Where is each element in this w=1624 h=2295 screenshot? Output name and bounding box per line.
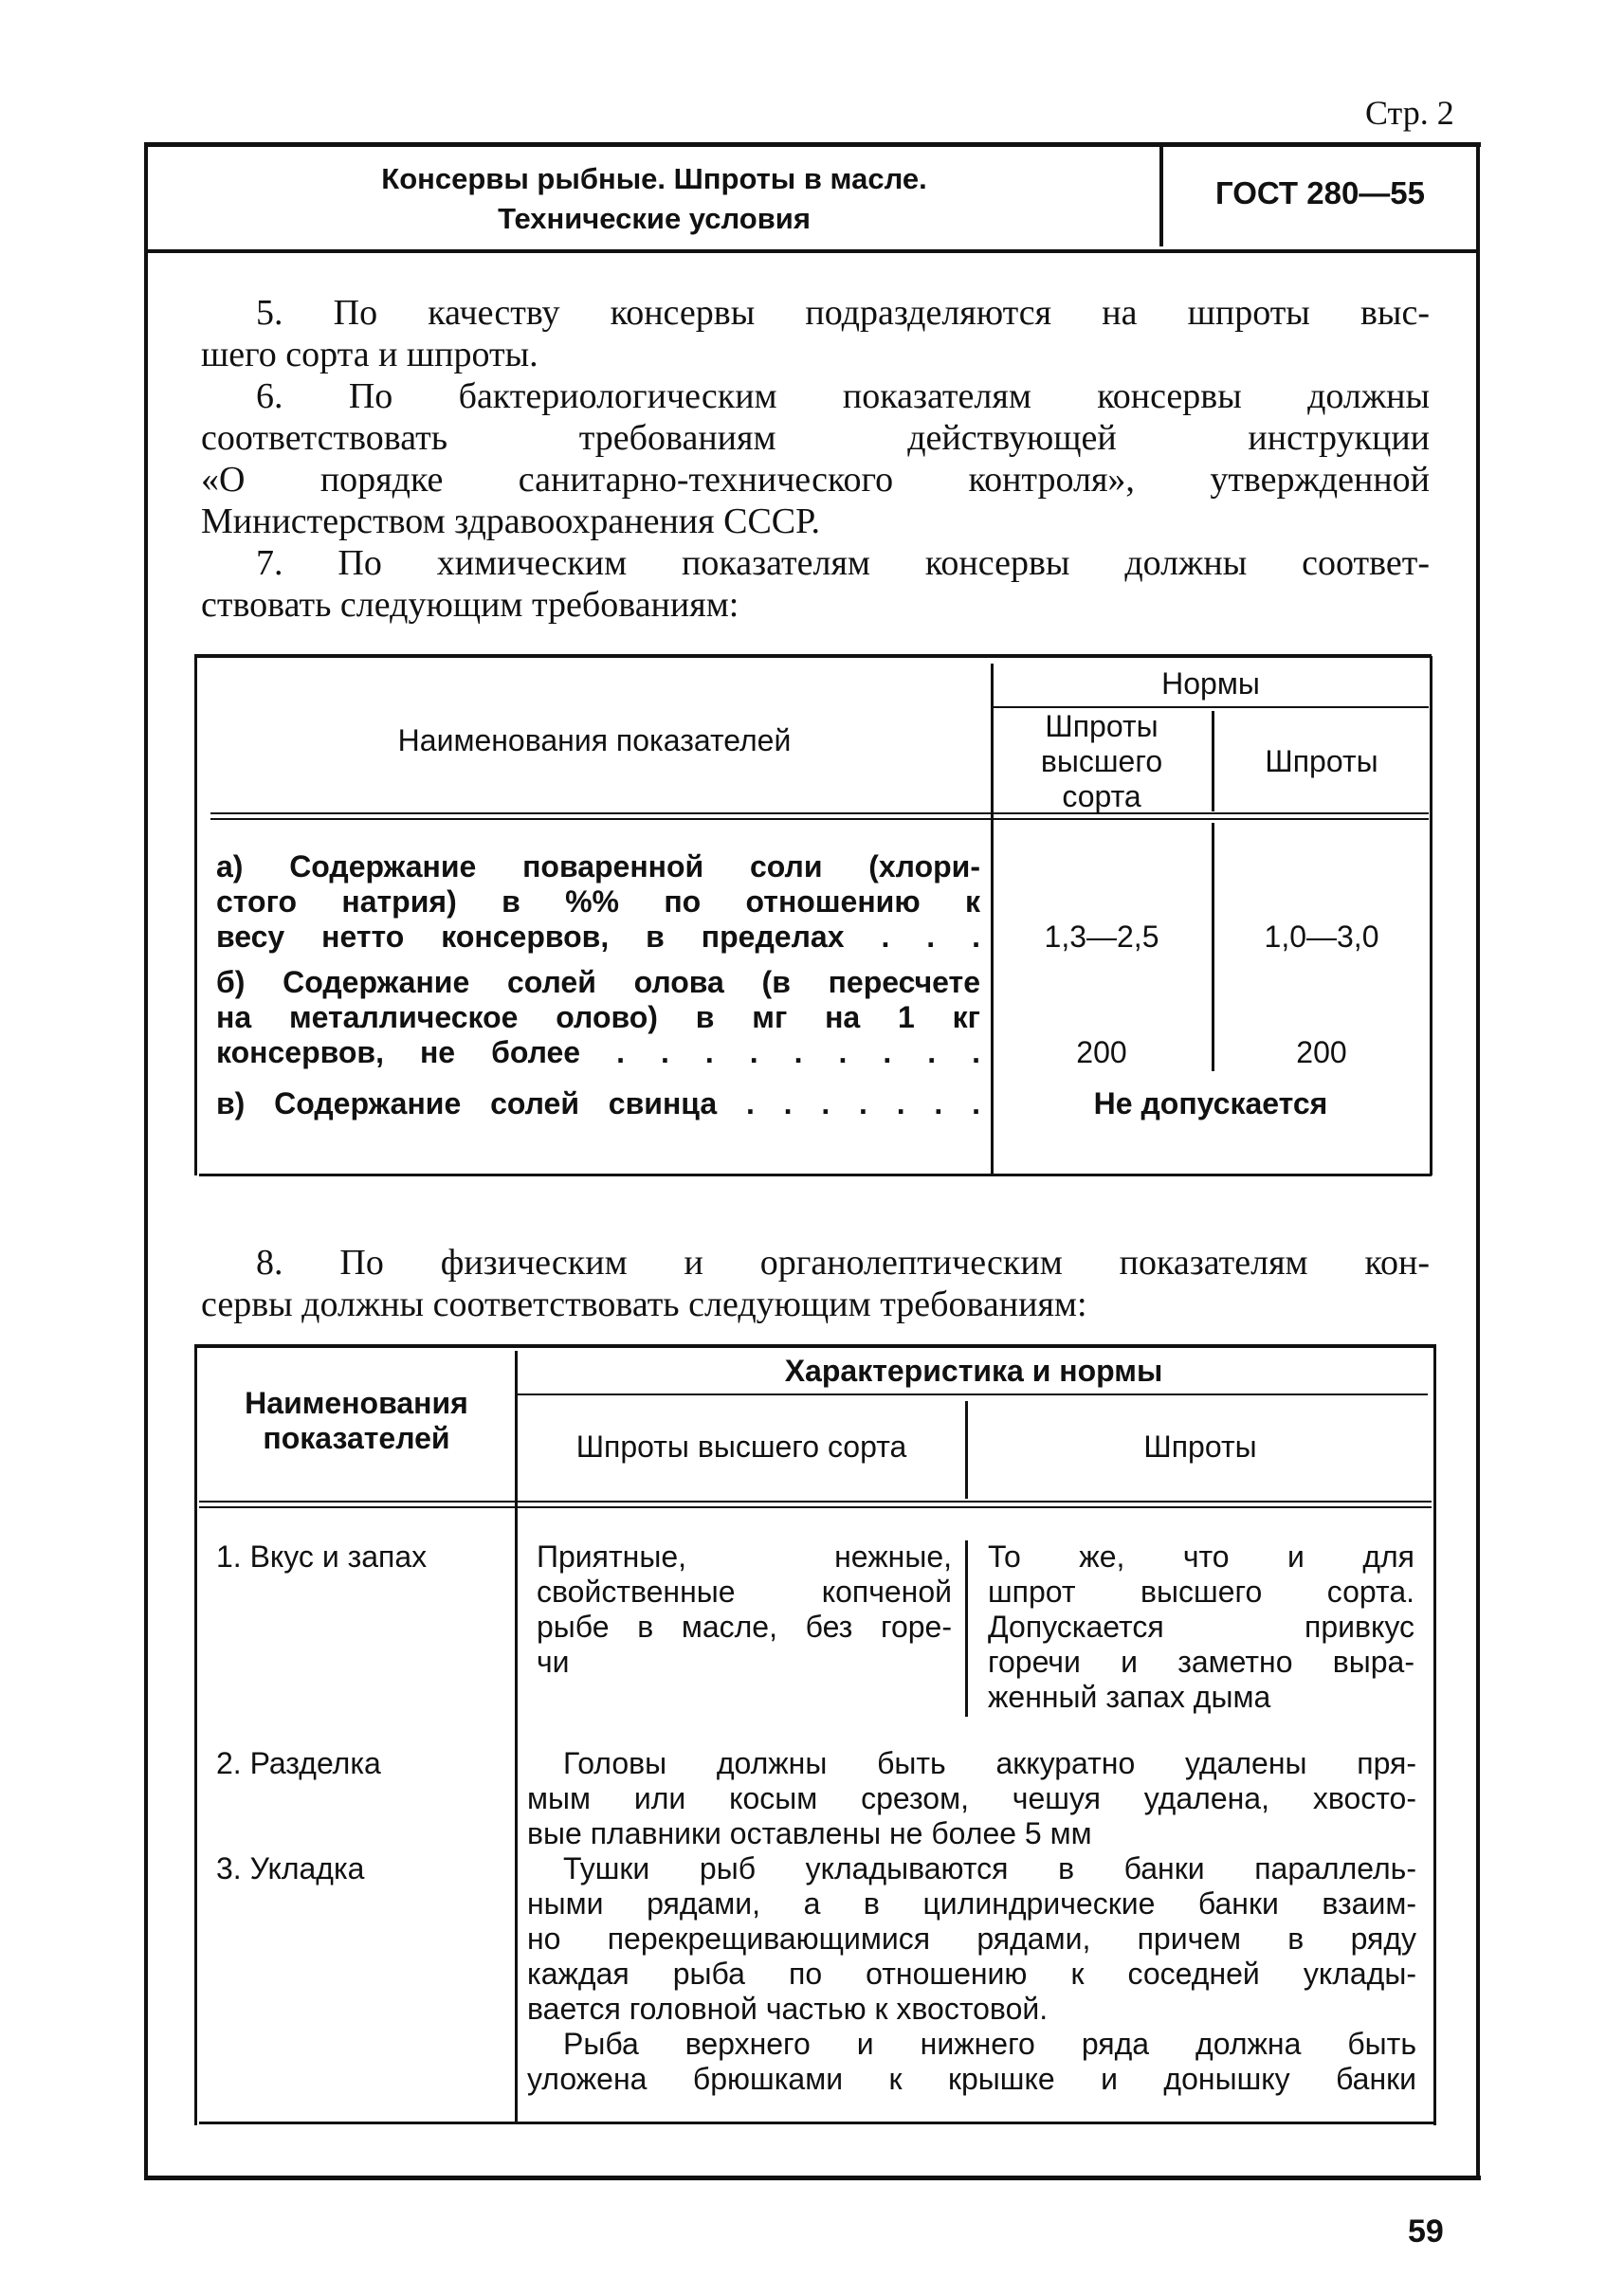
page-number: 59 <box>1408 2213 1444 2249</box>
paragraph-7-line-2: ствовать следующим требованиям: <box>201 585 739 625</box>
table1-left-border <box>194 656 197 1175</box>
frame-top-border <box>144 142 1481 147</box>
table2-regular-header: Шпроты <box>1143 1430 1257 1464</box>
table2-head-rule-2 <box>199 1506 1432 1508</box>
table2-row-taste-regular: То же, что и для шпрот высшего сорта. Допускается привкус горечи и заметно выра- женный запах дыма <box>988 1539 1414 1714</box>
table2-row-taste-premium: Приятные, нежные, свойственные копченой рыбе в масле, без горе- чи <box>537 1539 952 1679</box>
table1-row-tin: б) Содержание солей олова (в пересчете на металлическое олово) в мг на 1 кг консервов, не более . . . . . . . . . <box>216 965 980 1069</box>
paragraph-6-line-1: 6. По бактериологическим показателям консервы должны <box>256 376 1430 416</box>
header-divider <box>148 249 1479 253</box>
paragraph-6-line-2: соответствовать требованиям действующей инструкции <box>201 418 1430 458</box>
paragraph-8-line-1: 8. По физическим и органолептическим показателям кон- <box>256 1243 1430 1283</box>
document-title <box>152 159 1157 239</box>
table2-right-border <box>1433 1346 1436 2125</box>
table2-group-header: Характеристика и нормы <box>784 1354 1163 1388</box>
table2-row1-separator <box>965 1540 968 1717</box>
table1-row-lead: в) Содержание солей свинца . . . . . . . <box>216 1086 980 1120</box>
table2-left-border <box>194 1346 197 2125</box>
table1-norms-separator-body <box>1212 823 1214 1071</box>
table1-lead-merged: Не допускается <box>1093 1086 1328 1120</box>
table2-col-separator <box>515 1351 518 2123</box>
table1-norms-rule <box>993 706 1429 708</box>
table1-name-header: Наименования показателей <box>397 723 792 757</box>
table1-top-rule <box>194 654 1432 658</box>
table2-row-cutting-value: Головы должны быть аккуратно удалены пря- мым или косым срезом, чешуя удалена, хвосто- вые плавники оставлены не более 5 мм <box>527 1746 1416 1850</box>
paragraph-7-line-1: 7. По химическим показателям консервы должны соответ- <box>256 543 1430 583</box>
table1-tin-premium: 200 <box>1076 1035 1127 1069</box>
paragraph-5-line-1: 5. По качеству консервы подразделяются на шпроты выс- <box>256 293 1430 333</box>
table1-head-rule-2 <box>210 818 1429 820</box>
title-line-1: Консервы рыбные. Шпроты в масле. <box>381 162 927 195</box>
paragraph-6-line-3: «О порядке санитарно-технического контроля», утвержденной <box>201 460 1430 500</box>
paragraph-8-line-2: сервы должны соответствовать следующим требованиям: <box>201 1284 1087 1324</box>
table1-norms-header: Нормы <box>1161 666 1260 701</box>
frame-right-border <box>1476 142 1480 2180</box>
table2-head-separator <box>965 1401 968 1499</box>
table1-norms-separator-head <box>1212 711 1214 811</box>
table1-salt-regular: 1,0—3,0 <box>1264 920 1379 954</box>
table1-tin-regular: 200 <box>1296 1035 1347 1069</box>
title-line-2: Технические условия <box>498 202 811 235</box>
table1-salt-premium: 1,3—2,5 <box>1044 920 1159 954</box>
table2-bottom-rule <box>199 2122 1435 2124</box>
frame-bottom-border <box>144 2176 1481 2180</box>
standard-code: ГОСТ 280—55 <box>1214 175 1426 210</box>
table2-top-rule <box>194 1344 1436 1348</box>
table2-group-rule <box>518 1393 1428 1395</box>
table1-right-border <box>1430 656 1432 1175</box>
table2-premium-header: Шпроты высшего сорта <box>575 1430 907 1464</box>
table1-head-rule-1 <box>210 812 1429 814</box>
table2-row-taste-name: 1. Вкус и запах <box>216 1539 428 1574</box>
table1-row-salt: а) Содержание поваренной соли (хлори- стого натрия) в %% по отношению к весу нетто консервов, в пределах . . . <box>216 849 980 954</box>
table2-row-cutting-name: 2. Разделка <box>216 1746 381 1780</box>
table2-row-packing-name: 3. Укладка <box>216 1851 365 1885</box>
table2-row-packing-value: Тушки рыб укладываются в банки параллель- ными рядами, а в цилиндрические банки взаим- но перекрещивающимися рядами, причем в ряду каждая рыба по отношению к соседней уклады- вается головной частью к хвостовой. Рыба верхнего и нижнего ряда должна быть уложена брюшками к крышке и донышку банки <box>527 1851 1416 2096</box>
table1-premium-header: Шпроты высшего сорта <box>1040 709 1163 813</box>
frame-left-border <box>144 142 148 2180</box>
header-separator <box>1159 147 1163 246</box>
table2-head-rule-1 <box>199 1501 1432 1503</box>
table2-name-header: Наименования показателей <box>245 1386 468 1455</box>
table1-regular-header: Шпроты <box>1265 744 1378 778</box>
table1-bottom-rule <box>199 1174 1432 1176</box>
paragraph-6-line-4: Министерством здравоохранения СССР. <box>201 501 821 541</box>
paragraph-5-line-2: шего сорта и шпроты. <box>201 335 538 374</box>
page-label: Стр. 2 <box>1365 94 1454 132</box>
